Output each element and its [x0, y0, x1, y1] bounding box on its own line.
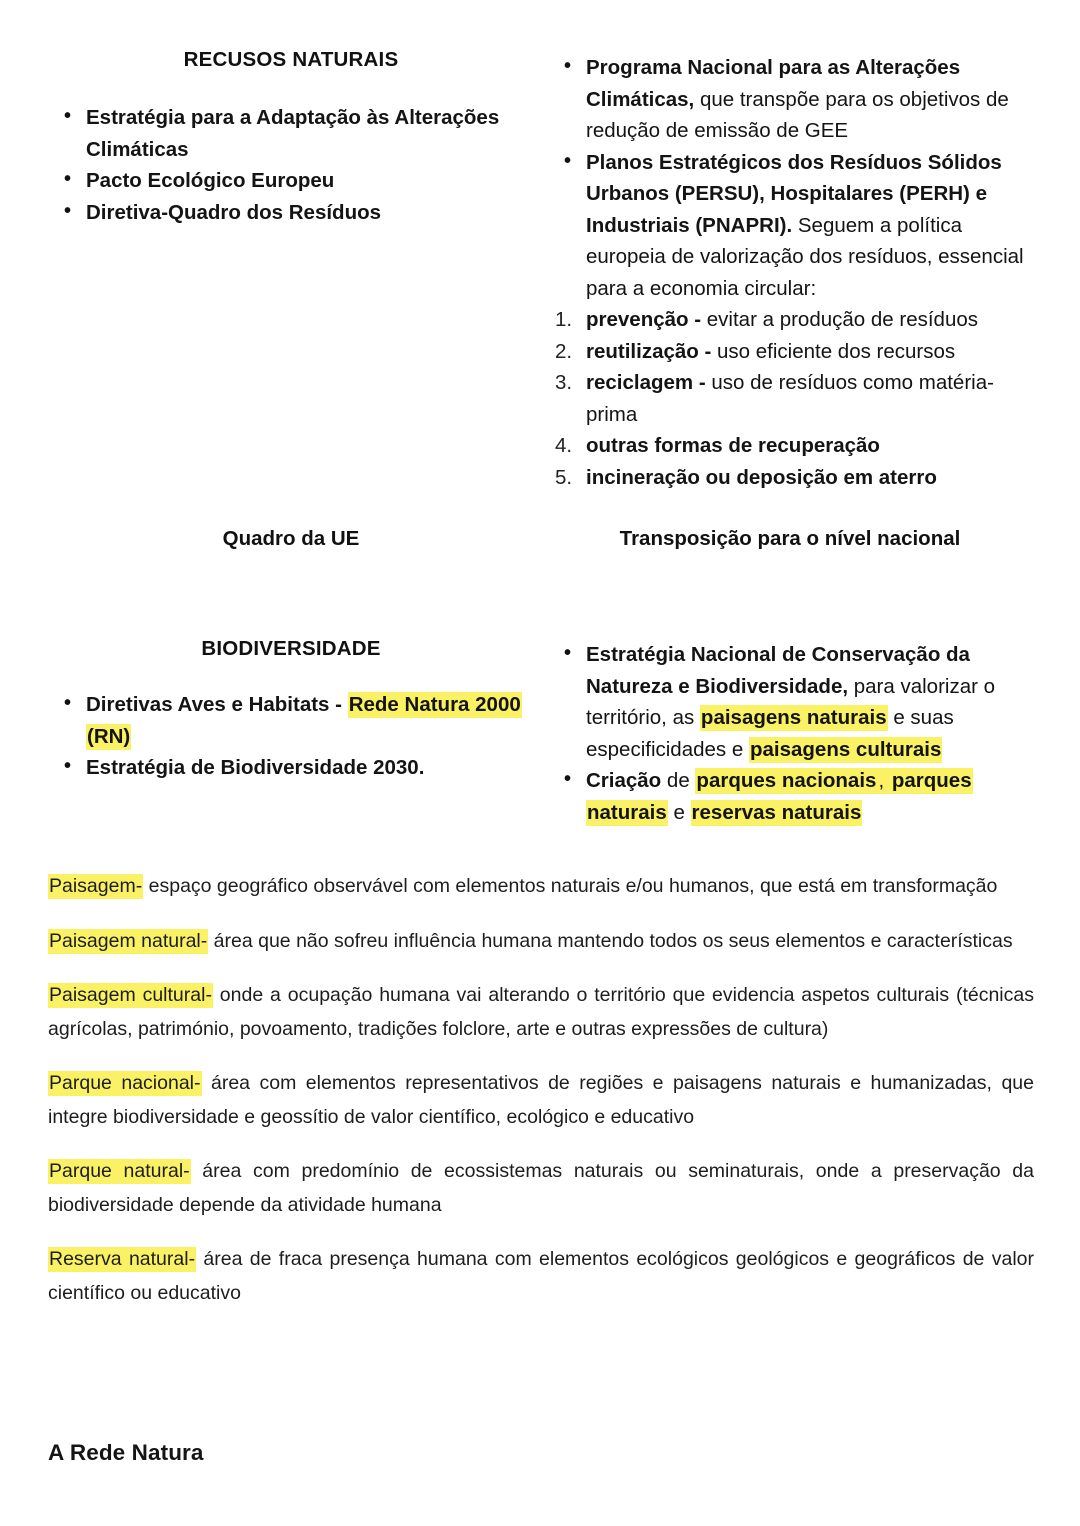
biodiversidade-left-column	[48, 637, 548, 784]
bullet-bold-lead: Planos Estratégicos dos Resíduos Sólidos Urbanos (PERSU), Hospitalares (PERH) e Industriais (PNAPRI).	[586, 150, 1002, 237]
highlight-paisagens-culturais: paisagens culturais	[749, 737, 942, 761]
biodiversidade-block	[48, 637, 1032, 828]
list-item	[548, 367, 1032, 430]
caption-row	[48, 527, 1032, 551]
step-bold-lead: outras formas de recuperação	[586, 434, 880, 457]
highlight-rede-natura: Rede Natura 2000 (RN)	[87, 693, 521, 748]
recursos-right-column	[548, 48, 1032, 493]
definition-text: espaço geográfico observável com elementos naturais e/ou humanos, que está em transformação	[143, 875, 998, 897]
definition-term: Paisagem natural-	[49, 929, 208, 952]
caption-transposicao-nacional: Transposição para o nível nacional	[619, 527, 961, 550]
recursos-right-bullet-list	[548, 52, 1032, 304]
definition-paisagem-natural	[48, 925, 1034, 959]
definition-parque-natural	[48, 1155, 1034, 1222]
caption-row-wrapper	[48, 527, 1032, 551]
recursos-section-title: RECUSOS NATURAIS	[183, 48, 399, 71]
bullet-text: Diretivas Aves e Habitats -	[86, 693, 348, 716]
step-rest: uso de resíduos como matéria-prima	[586, 371, 994, 426]
definition-text: área que não sofreu influência humana mantendo todos os seus elementos e características	[208, 929, 1013, 952]
list-item	[48, 197, 548, 229]
residuos-hierarchy-list	[548, 304, 1032, 493]
list-item	[48, 165, 548, 197]
definition-text: onde a ocupação humana vai alterando o território que evidencia aspetos culturais (técnicas agrícolas, património, povoamento, tradições folclore, arte e outras expressões de cultura)	[48, 984, 1034, 1040]
page-title-a-rede-natura: A Rede Natura	[48, 1440, 204, 1465]
list-item	[548, 462, 1032, 494]
recursos-left-bullet-list	[48, 102, 548, 228]
definition-term: Reserva natural-	[49, 1248, 196, 1270]
bullet-text: Estratégia para a Adaptação às Alterações Climáticas	[86, 106, 500, 161]
definition-paisagem	[48, 870, 1034, 904]
bullet-bold-lead: Estratégia Nacional de Conservação da Natureza e Biodiversidade,	[586, 643, 970, 698]
definition-reserva-natural	[48, 1243, 1034, 1310]
step-bold-lead: prevenção -	[586, 308, 702, 331]
highlight-parques-nacionais: parques nacionais	[696, 769, 877, 792]
biodiversidade-left-bullet-list	[48, 689, 548, 784]
bullet-rest: para valorizar o território, as	[586, 674, 996, 729]
list-item	[548, 430, 1032, 462]
bullet-text: Estratégia de Biodiversidade 2030.	[86, 756, 425, 779]
list-item	[548, 336, 1032, 368]
list-item	[548, 639, 1032, 765]
bullet-rest: de	[661, 769, 696, 792]
bullet-rest: que transpõe para os objetivos de redução de emissão de GEE	[586, 87, 1009, 142]
definition-text: área com elementos representativos de regiões e paisagens naturais e humanizadas, que integre biodiversidade e geossítio de valor científico, ecológico e educativo	[48, 1072, 1034, 1128]
biodiversidade-section-title: BIODIVERSIDADE	[201, 637, 381, 660]
list-item	[548, 147, 1032, 305]
highlight-separator-comma: ,	[878, 769, 890, 792]
highlight-parques-naturais: parques naturais	[587, 769, 972, 824]
highlight-paisagens-naturais: paisagens naturais	[700, 706, 887, 729]
biodiversidade-right-bullet-list	[548, 639, 1032, 828]
definition-paisagem-cultural	[48, 979, 1034, 1046]
biodiversidade-right-column	[548, 637, 1032, 828]
definition-term: Parque natural-	[49, 1160, 190, 1182]
step-rest: uso eficiente dos recursos	[711, 339, 956, 363]
highlight-reservas-naturais: reservas naturais	[691, 800, 862, 824]
bullet-bold-lead: Programa Nacional para as Alterações Climáticas,	[586, 56, 961, 111]
definition-text: área de fraca presença humana com elementos ecológicos geológicos e geográficos de valor científico ou educativo	[48, 1248, 1035, 1304]
list-item	[48, 689, 548, 752]
bullet-rest: Seguem a política europeia de valorização dos resíduos, essencial para a economia circular:	[586, 213, 1024, 300]
step-bold-lead: reutilização -	[586, 339, 712, 363]
caption-quadro-ue: Quadro da UE	[222, 527, 360, 550]
list-item	[548, 52, 1032, 147]
definition-term: Paisagem cultural-	[49, 984, 212, 1006]
bullet-text: Pacto Ecológico Europeu	[86, 169, 335, 192]
bullet-text: Diretiva-Quadro dos Resíduos	[86, 200, 382, 224]
bullet-rest: e suas especificidades e	[586, 706, 954, 761]
definition-term: Paisagem-	[49, 875, 143, 897]
list-item	[48, 102, 548, 165]
step-bold-lead: incineração ou deposição em aterro	[586, 465, 937, 489]
step-bold-lead: reciclagem -	[586, 371, 706, 394]
bullet-bold-lead: Criação	[586, 769, 662, 792]
definition-term: Parque nacional-	[49, 1072, 201, 1094]
list-item	[48, 752, 548, 784]
recursos-naturais-block	[48, 48, 1032, 493]
definitions-list	[48, 870, 1034, 1310]
bullet-rest: e	[667, 800, 691, 824]
definition-parque-nacional	[48, 1067, 1034, 1134]
definition-text: área com predomínio de ecossistemas naturais ou seminaturais, onde a preservação da biodiversidade depende da atividade humana	[48, 1160, 1034, 1216]
step-rest: evitar a produção de resíduos	[701, 308, 978, 331]
list-item	[548, 765, 1032, 828]
recursos-left-column	[48, 48, 548, 228]
list-item	[548, 304, 1032, 336]
